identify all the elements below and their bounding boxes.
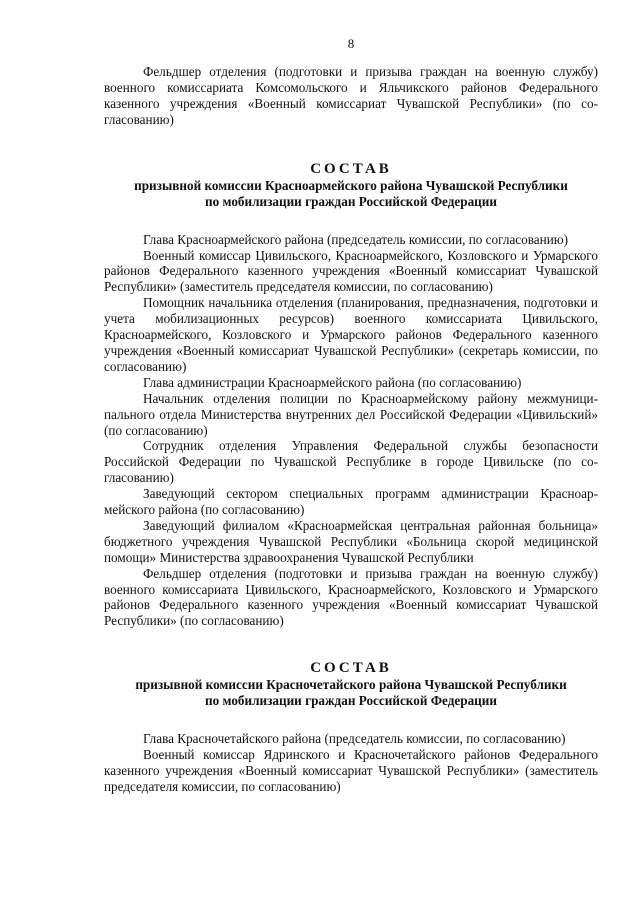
member-paragraph: Глава Красноармейского района (председатель комиссии, по согласованию): [143, 231, 569, 247]
section-spacer: [104, 128, 598, 160]
section-subtitle-line-2: по мобилизации граждан Российской Федерации: [205, 693, 497, 709]
member-paragraph: Помощник начальника отделения (планирования, предназначения, подготовки и учета мобилизационных ресурсов) военного комиссариата Цивильского, Красноармейского, Козловского и Урмарского районов Федерального казенного учреждения «Военный комиссариат Чувашской Республики» (секретарь комиссии, по согласованию): [104, 295, 598, 374]
member-paragraph: Сотрудник отделения Управления Федеральной службы безопасности Российской Федерации по Чувашской Республике в городе Цивильске (по согласованию): [104, 438, 598, 486]
section-title: СОСТАВ: [310, 660, 392, 677]
member-paragraph: Фельдшер отделения (подготовки и призыва граждан на военную службу) военного комиссариата Цивильского, Красноармейского, Козловского и Урмарского районов Федерального казенного учреждения «Военный комиссариат Чувашской Республики» (по согласованию): [104, 565, 598, 629]
member-paragraph: Военный комиссар Ядринского и Красночетайского районов Федерального казенного учреждения «Военный комиссариат Чувашской Республики» (заместитель председателя комиссии, по согласованию): [104, 747, 598, 794]
member-paragraph: Глава администрации Красноармейского района (по согласованию): [143, 374, 522, 390]
section-title: СОСТАВ: [310, 160, 392, 177]
section-subtitle-line-1: призывной комиссии Красноармейского района Чувашской Республики: [134, 177, 568, 193]
member-paragraph: Военный комиссар Цивильского, Красноармейского, Козловского и Урмарского районов Федерального казенного учреждения «Военный комиссариат Чувашской Республики» (заместитель председателя комиссии, по согласованию): [104, 247, 598, 295]
section-subtitle-line-1: призывной комиссии Красночетайского района Чувашской Республики: [135, 677, 567, 693]
member-paragraph: Заведующий филиалом «Красноармейская центральная районная больница» бюджетного учреждения Чувашской Республики «Больница скорой медицинской помощи» Министерства здравоохранения Чувашской Республики: [104, 517, 598, 565]
member-paragraph: Начальник отделения полиции по Красноармейскому району межмуниципального отдела Министерства внутренних дел Российской Федерации «Цивильский» (по согласованию): [104, 390, 598, 438]
member-paragraph: Заведующий сектором специальных программ администрации Красноармейского района (по согласованию): [104, 486, 598, 518]
intro-paragraph: Фельдшер отделения (подготовки и призыва граждан на военную службу) военного комиссариата Комсомольского и Яльчикского районов Федерального казенного учреждения «Военный комиссариат Чувашской Республики» (по согласованию): [104, 64, 598, 127]
page-number: 8: [347, 36, 355, 51]
section-spacer: [104, 629, 598, 659]
member-paragraph: Глава Красночетайского района (председатель комиссии, по согласованию): [143, 731, 566, 747]
section-subtitle-line-2: по мобилизации граждан Российской Федерации: [205, 193, 497, 209]
commission-section-krasnoarmeysky: [104, 160, 598, 630]
commission-section-krasnochetaysky: [104, 659, 598, 795]
